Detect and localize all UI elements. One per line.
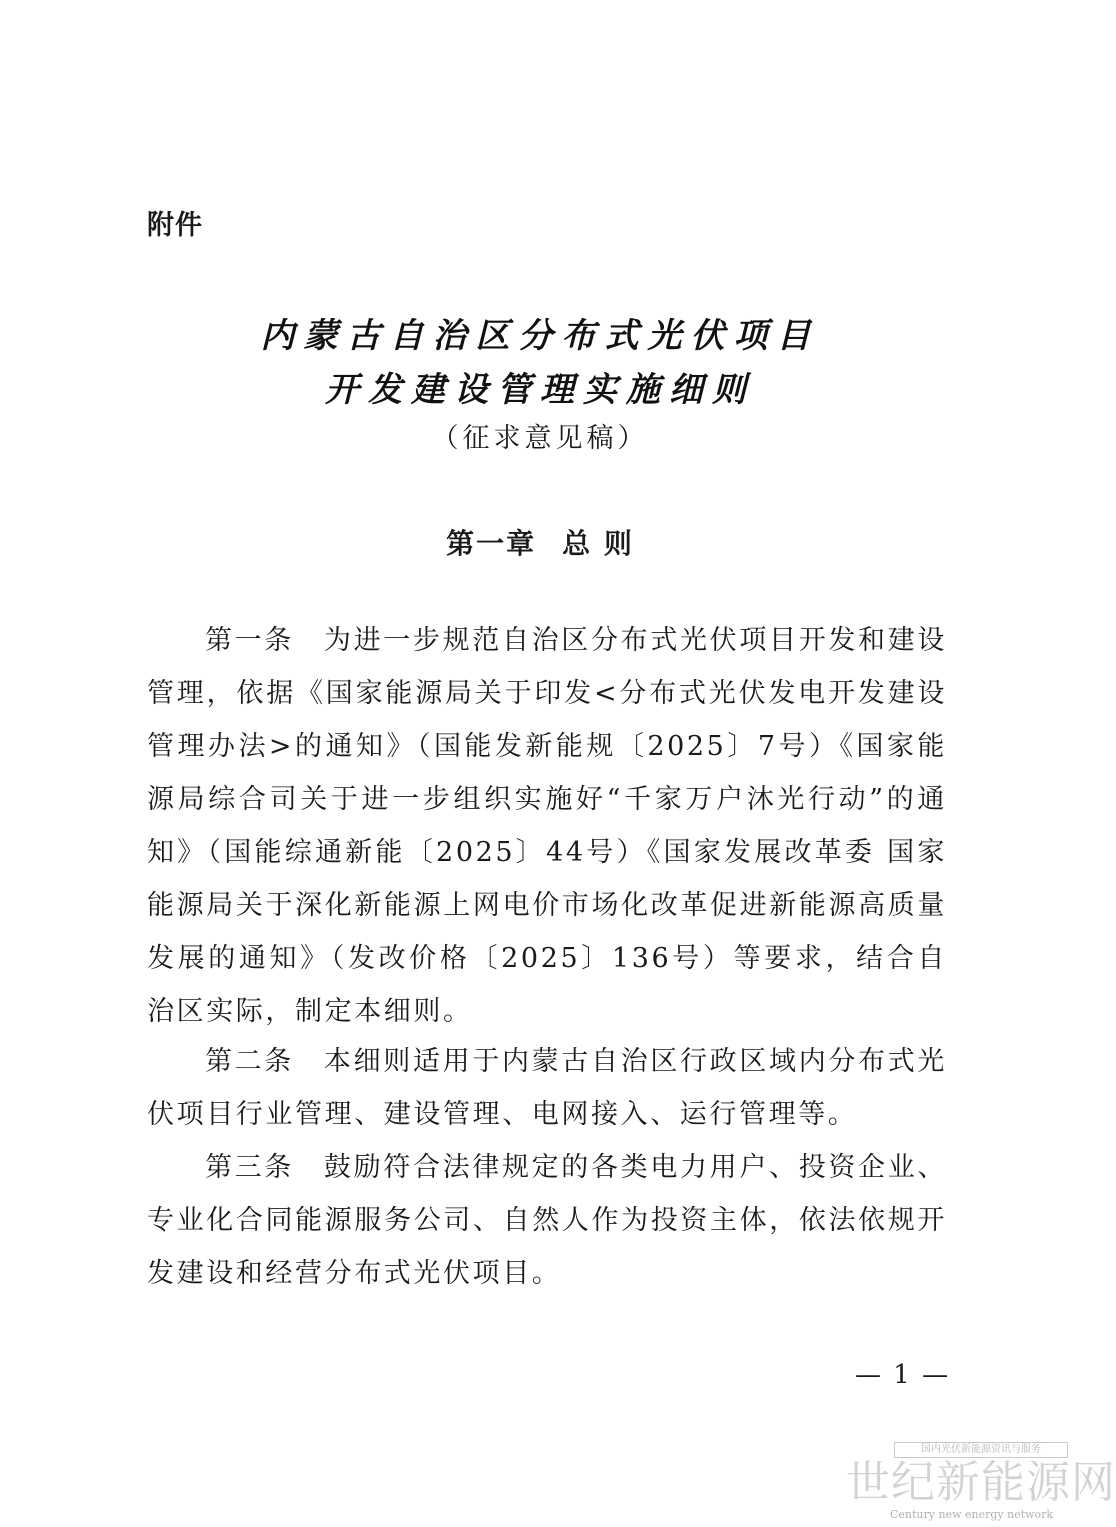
document-title-line2: 开发建设管理实施细则 — [325, 370, 755, 410]
page-number: — 1 — — [855, 1360, 951, 1390]
article-paragraph — [147, 1141, 947, 1300]
chapter-heading — [0, 522, 1080, 562]
attachment-label: 附件 — [147, 210, 203, 241]
draft-note: （征求意见稿） — [431, 423, 649, 454]
article-text: 为进一步规范自治区分布式光伏项目开发和建设管理，依据《国家能源局关于印发<分布式光伏发电开发建设管理办法>的通知》（国能发新能规〔2025〕7号）《国家能源局综合司关于进一步组织实施好“千家万户沐光行动”的通知》（国能综通新能〔2025〕44号）《国家发展改革委 国家能源局关于深化新能源上网电价市场化改革促进新能源高质量发展的通知》（发改价格〔2025〕136号）等要求，结合自治区实际，制定本细则。 — [147, 625, 947, 1027]
article-heading: 第二条 — [205, 1046, 294, 1077]
watermark-subtitle: Century new energy network — [890, 1508, 1054, 1521]
article-heading: 第一条 — [205, 625, 294, 656]
article-heading: 第三条 — [205, 1152, 294, 1183]
watermark-brand: 世纪新能源网 — [846, 1457, 1116, 1508]
chapter-number: 第一章 — [446, 527, 537, 560]
article-text: 鼓励符合法律规定的各类电力用户、投资企业、专业化合同能源服务公司、自然人作为投资主体，依法依规开发建设和经营分布式光伏项目。 — [147, 1152, 947, 1289]
article-paragraph — [147, 1035, 947, 1141]
article-text: 本细则适用于内蒙古自治区行政区域内分布式光伏项目行业管理、建设管理、电网接入、运行管理等。 — [147, 1046, 947, 1130]
watermark-logo — [840, 1440, 1116, 1524]
watermark-slogan: 国内光伏新能源资讯与服务 — [894, 1442, 1068, 1458]
chapter-name: 总 则 — [562, 527, 634, 560]
document-title-line1: 内蒙古自治区分布式光伏项目 — [260, 316, 820, 356]
article-paragraph — [147, 614, 947, 1038]
